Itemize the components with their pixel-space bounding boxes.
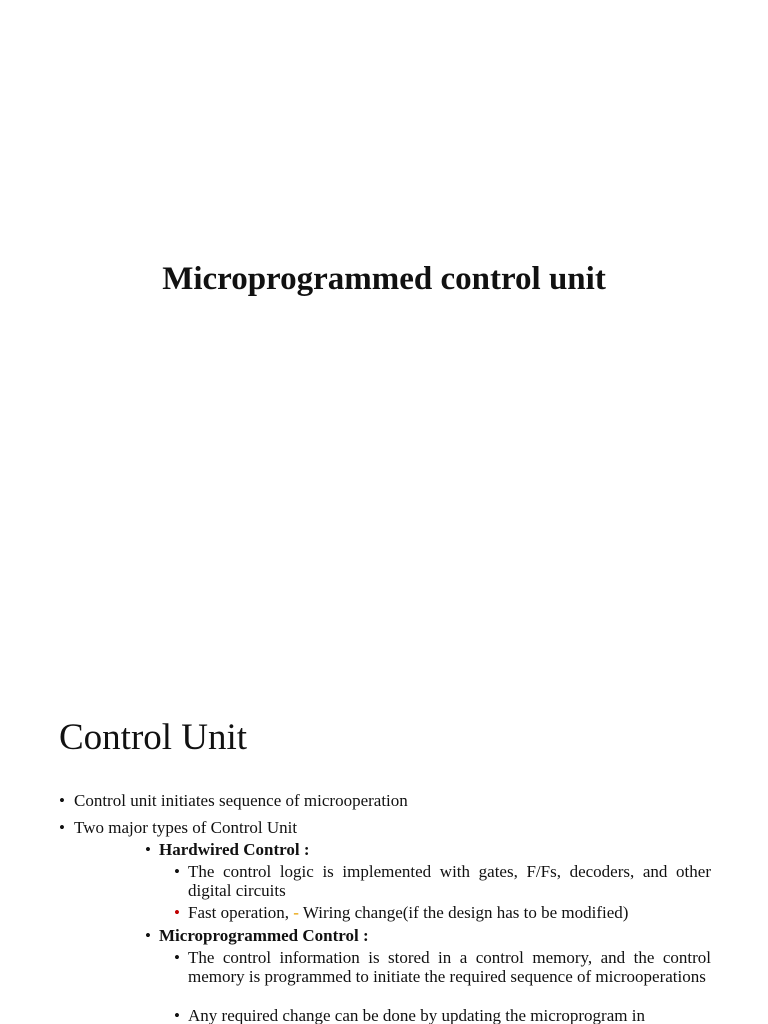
slide-title: Microprogrammed control unit — [162, 261, 606, 297]
list-item — [145, 926, 725, 945]
list-item-text: Two major types of Control Unit — [74, 818, 298, 837]
list-item-text: The control logic is implemented with gates, F/Fs, decoders, and other digital circuits — [188, 862, 711, 900]
minus-sign: - — [293, 903, 299, 922]
microprogrammed-label: Microprogrammed Control : — [159, 926, 369, 945]
hardwired-label: Hardwired Control : — [159, 840, 310, 859]
list-item — [174, 903, 711, 922]
bullet-icon: • — [174, 1006, 180, 1024]
plus-text: Fast operation, — [188, 903, 294, 922]
list-item-text: The control information is stored in a control memory, and the control memory is programmed to initiate the required sequence of microoperations — [188, 948, 711, 986]
list-item-text: Any required change can be done by updating the microprogram in — [188, 1006, 645, 1024]
section-heading: Control Unit — [59, 717, 248, 758]
list-item — [145, 840, 725, 859]
list-item-text: Control unit initiates sequence of microoperation — [74, 791, 408, 810]
list-item — [174, 948, 711, 986]
list-item — [174, 862, 711, 900]
list-item-text — [174, 903, 711, 922]
bullet-icon: • — [145, 840, 151, 859]
bullet-icon: • — [174, 862, 180, 881]
bullet-icon: • — [59, 818, 65, 837]
list-item — [174, 1006, 711, 1024]
minus-text: Wiring change(if the design has to be modified) — [298, 903, 629, 922]
bullet-icon: • — [145, 926, 151, 945]
bullet-icon: • — [59, 791, 65, 810]
list-item — [59, 818, 719, 837]
list-item — [59, 791, 719, 810]
bullet-icon: • — [174, 948, 180, 967]
bullet-icon: • — [174, 903, 180, 922]
